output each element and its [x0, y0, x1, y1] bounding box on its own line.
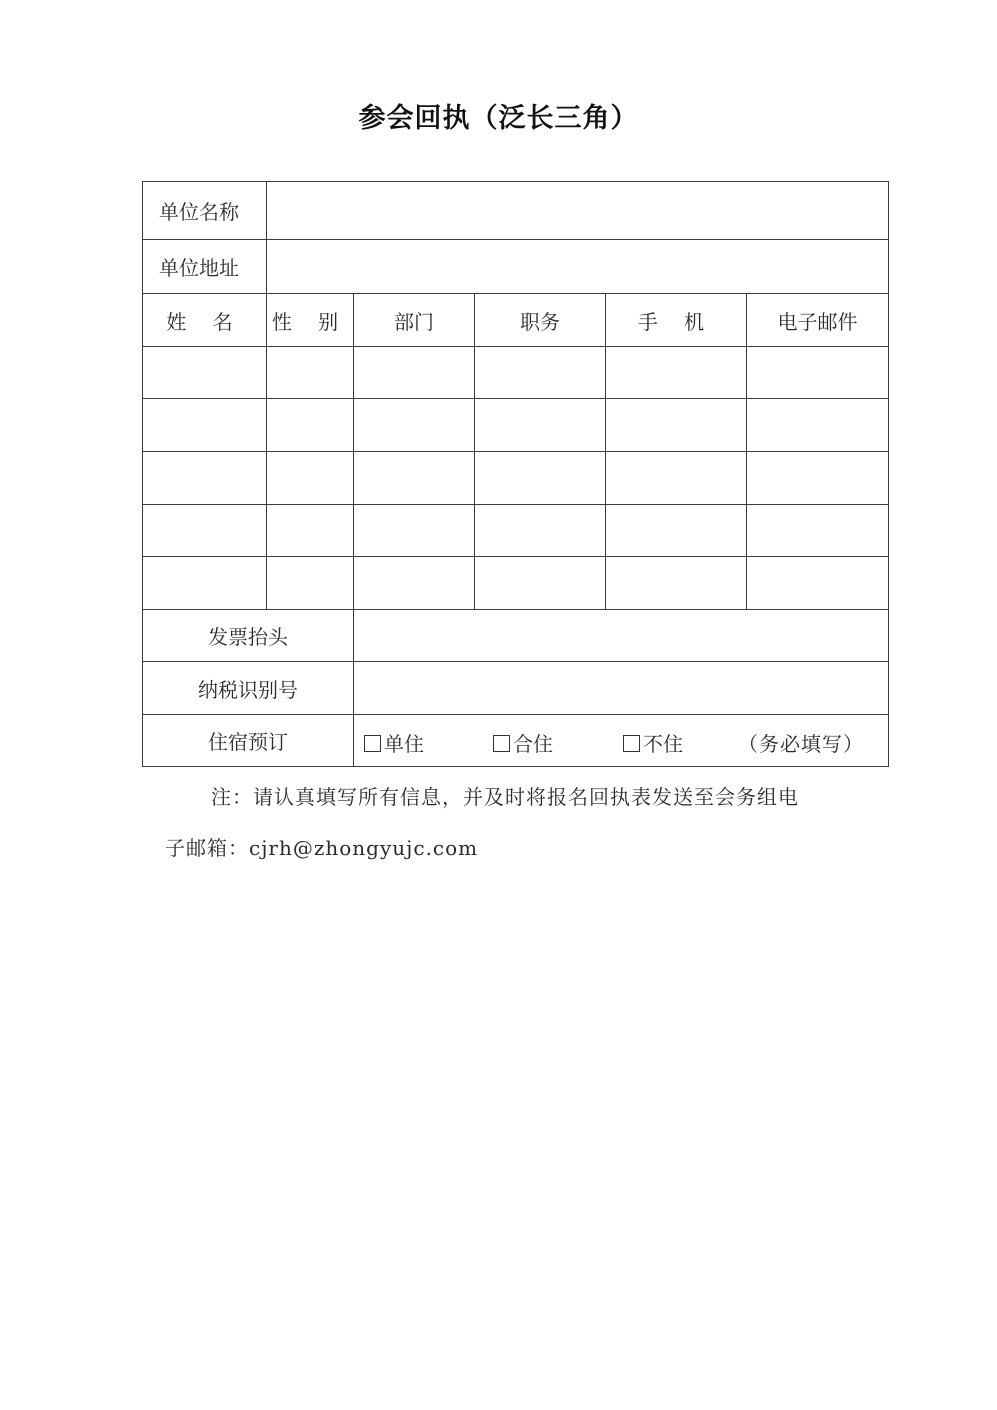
col-header-department: 部门 [354, 294, 475, 347]
checkbox-icon[interactable] [623, 735, 640, 752]
tax-id-row [143, 662, 889, 715]
col-header-position: 职务 [475, 294, 606, 347]
col-header-gender: 性 别 [267, 294, 354, 347]
department-cell[interactable] [354, 399, 475, 452]
registration-form-table [142, 181, 889, 767]
lodging-options [354, 715, 889, 767]
table-row [143, 505, 889, 557]
lodging-row [143, 715, 889, 767]
gender-cell[interactable] [267, 347, 354, 399]
email-cell[interactable] [747, 557, 889, 610]
gender-cell[interactable] [267, 557, 354, 610]
org-address-field[interactable] [267, 240, 889, 294]
position-cell[interactable] [475, 347, 606, 399]
org-name-field[interactable] [267, 182, 889, 240]
position-cell[interactable] [475, 505, 606, 557]
position-cell[interactable] [475, 452, 606, 505]
name-cell[interactable] [143, 347, 267, 399]
mobile-cell[interactable] [606, 399, 747, 452]
name-cell[interactable] [143, 557, 267, 610]
col-header-mobile: 手 机 [606, 294, 747, 347]
col-header-name: 姓 名 [143, 294, 267, 347]
gender-cell[interactable] [267, 505, 354, 557]
tax-id-label: 纳税识别号 [143, 662, 354, 715]
table-row [143, 452, 889, 505]
email-cell[interactable] [747, 452, 889, 505]
invoice-title-field[interactable] [354, 610, 889, 662]
invoice-title-label: 发票抬头 [143, 610, 354, 662]
note-line-2: 子邮箱：cjrh@zhongyujc.com [165, 836, 479, 860]
note-line-1: 注：请认真填写所有信息，并及时将报名回执表发送至会务组电 [211, 785, 799, 809]
required-note: （务必填写） [738, 732, 864, 756]
column-header-row [143, 294, 889, 347]
table-row [143, 399, 889, 452]
department-cell[interactable] [354, 505, 475, 557]
org-name-label: 单位名称 [143, 182, 267, 240]
email-cell[interactable] [747, 399, 889, 452]
org-address-row [143, 240, 889, 294]
checkbox-icon[interactable] [364, 735, 381, 752]
mobile-cell[interactable] [606, 505, 747, 557]
org-name-row [143, 182, 889, 240]
mobile-cell[interactable] [606, 347, 747, 399]
mobile-cell[interactable] [606, 452, 747, 505]
department-cell[interactable] [354, 452, 475, 505]
org-address-label: 单位地址 [143, 240, 267, 294]
col-header-email: 电子邮件 [747, 294, 889, 347]
page-title: 参会回执（泛长三角） [358, 103, 639, 134]
name-cell[interactable] [143, 505, 267, 557]
tax-id-field[interactable] [354, 662, 889, 715]
position-cell[interactable] [475, 557, 606, 610]
position-cell[interactable] [475, 399, 606, 452]
email-cell[interactable] [747, 347, 889, 399]
lodging-label: 住宿预订 [143, 715, 354, 767]
table-row [143, 347, 889, 399]
option-single-room[interactable]: 单住 [364, 728, 424, 757]
name-cell[interactable] [143, 452, 267, 505]
mobile-cell[interactable] [606, 557, 747, 610]
gender-cell[interactable] [267, 399, 354, 452]
checkbox-icon[interactable] [493, 735, 510, 752]
department-cell[interactable] [354, 347, 475, 399]
option-shared-room[interactable]: 合住 [493, 728, 553, 757]
invoice-title-row [143, 610, 889, 662]
gender-cell[interactable] [267, 452, 354, 505]
option-no-room[interactable]: 不住 [623, 728, 683, 757]
department-cell[interactable] [354, 557, 475, 610]
name-cell[interactable] [143, 399, 267, 452]
email-cell[interactable] [747, 505, 889, 557]
table-row [143, 557, 889, 610]
